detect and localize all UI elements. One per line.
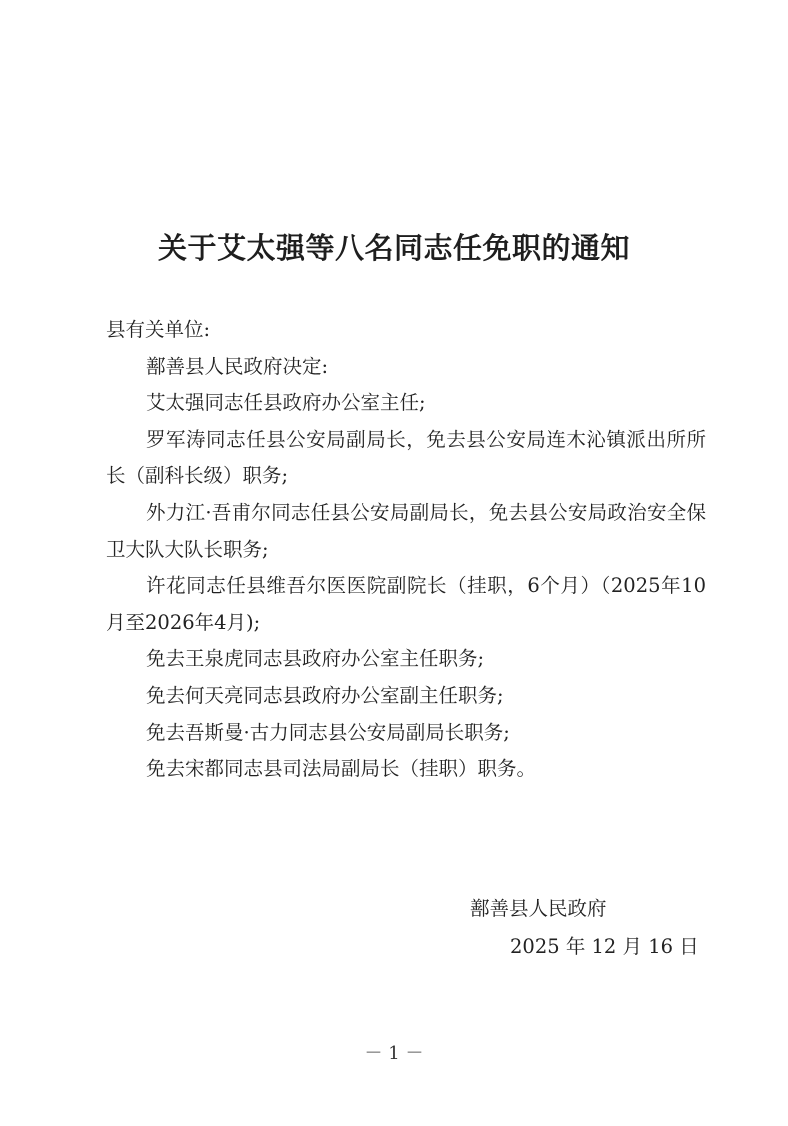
paragraph-removal-3: 免去吾斯曼·古力同志县公安局副局长职务; — [146, 720, 510, 744]
document-title: 关于艾太强等八名同志任免职的通知 — [157, 231, 630, 265]
paragraph-removal-1: 免去王泉虎同志县政府办公室主任职务; — [146, 647, 485, 671]
paragraph-appointment-1: 艾太强同志任县政府办公室主任; — [146, 391, 426, 415]
paragraph-appointment-3: 外力江·吾甫尔同志任县公安局副局长，免去县公安局政治安全保卫大队大队长职务; — [106, 500, 706, 561]
paragraph-decision: 鄯善县人民政府决定: — [146, 354, 329, 378]
issue-date: 2025 年 12 月 16 日 — [510, 935, 699, 958]
salutation: 县有关单位: — [106, 318, 211, 341]
paragraph-appointment-2: 罗军涛同志任县公安局副局长，免去县公安局连木沁镇派出所所长（副科长级）职务; — [106, 427, 706, 488]
document-body — [106, 312, 706, 788]
page-number: － 1 － — [364, 1043, 424, 1064]
paragraph-removal-4: 免去宋都同志县司法局副局长（挂职）职务。 — [146, 757, 537, 781]
issuer-signature: 鄯善县人民政府 — [470, 897, 607, 920]
paragraph-removal-2: 免去何天亮同志县政府办公室副主任职务; — [146, 683, 504, 707]
paragraph-appointment-4: 许花同志任县维吾尔医医院副院长（挂职，6个月）（2025年10月至2026年4月); — [106, 574, 706, 634]
